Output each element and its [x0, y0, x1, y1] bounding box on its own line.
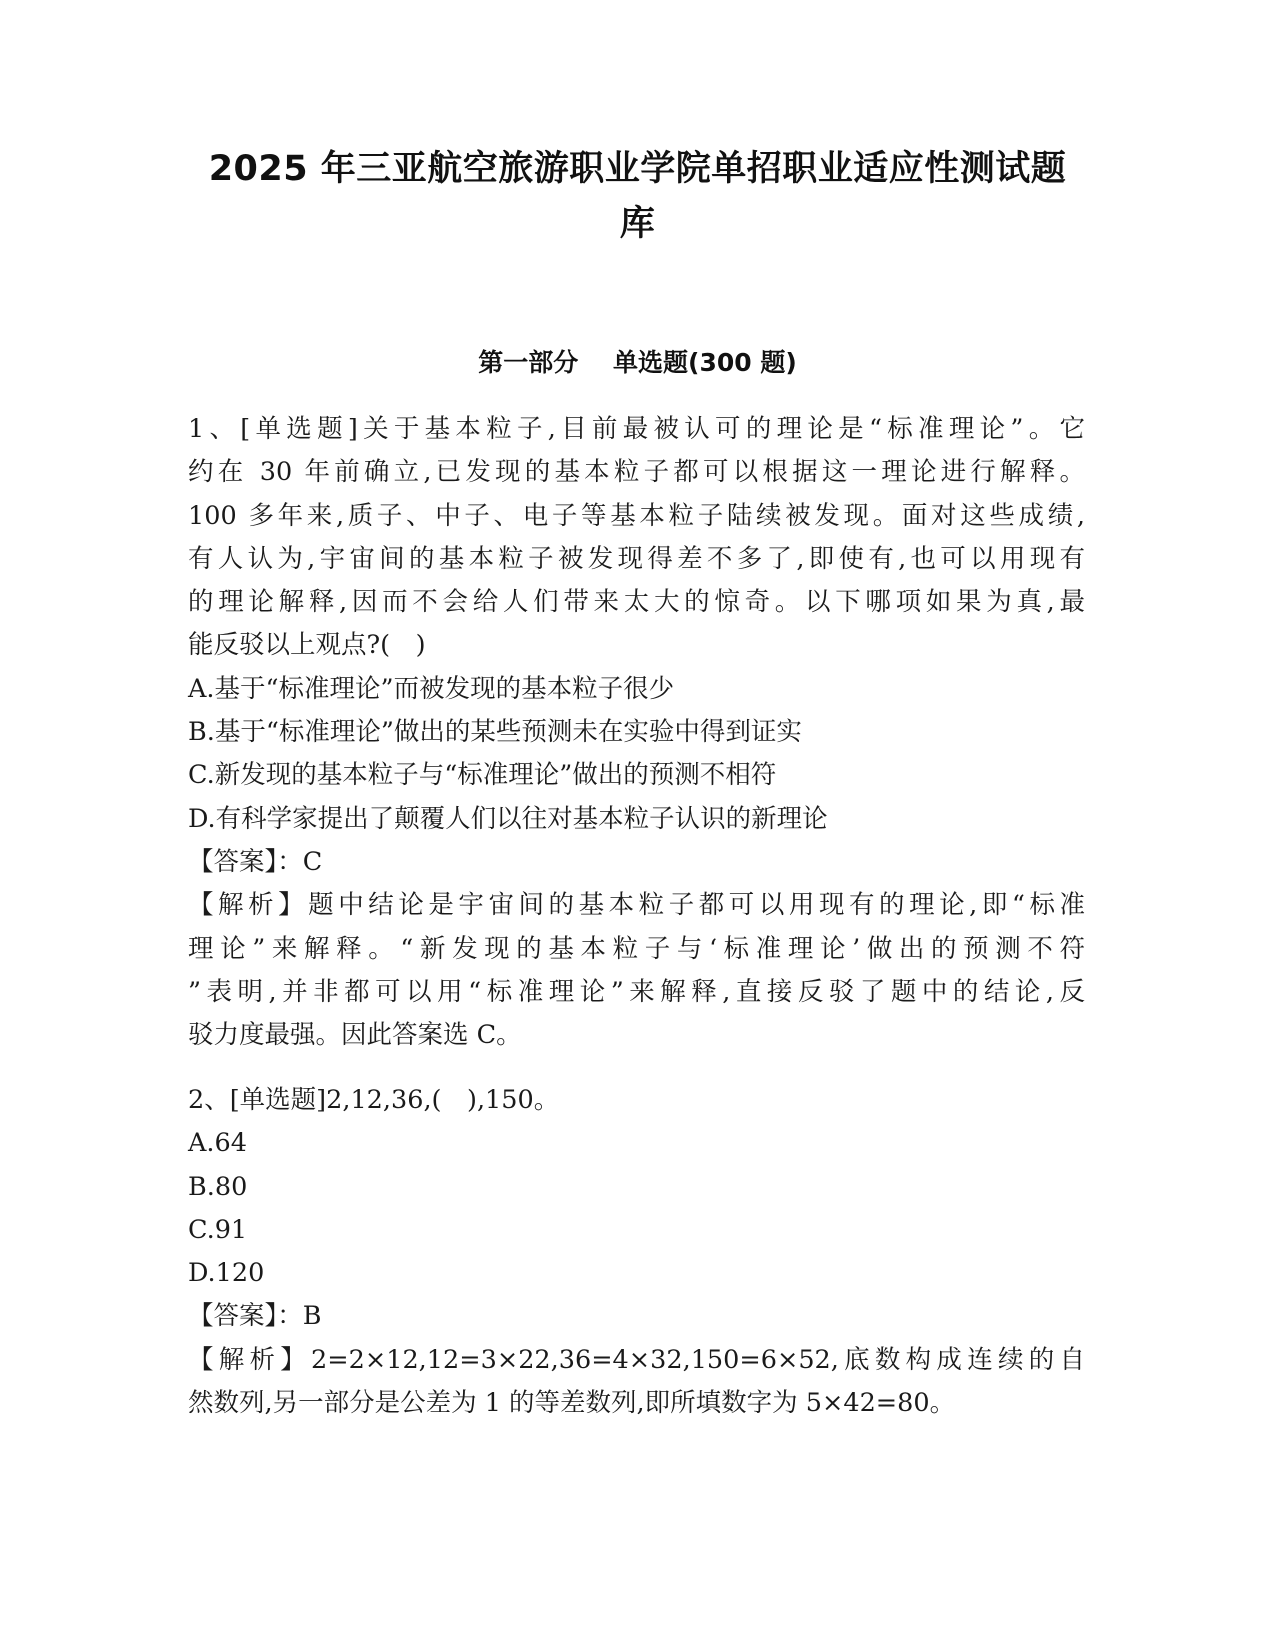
- document-title-line-1: 2025 年三亚航空旅游职业学院单招职业适应性测试题: [208, 149, 1067, 189]
- question-1-stem-line-2: 约在 30 年前确立,已发现的基本粒子都可以根据这一理论进行解释。: [188, 457, 1085, 488]
- question-1-option-b: B.基于“标准理论”做出的某些预测未在实验中得到证实: [188, 717, 802, 748]
- question-2-option-c: C.91: [188, 1214, 248, 1245]
- document-title: [190, 142, 1085, 252]
- question-1-stem-line-3: 100 多年来,质子、中子、电子等基本粒子陆续被发现。面对这些成绩,: [188, 500, 1085, 531]
- question-2-option-d: D.120: [188, 1258, 265, 1289]
- question-2-option-b: B.80: [188, 1171, 248, 1202]
- question-1-stem-line-6: 能反驳以上观点?( ): [188, 630, 426, 661]
- question-1: [188, 408, 1085, 1057]
- question-1-stem-line-4: 有人认为,宇宙间的基本粒子被发现得差不多了,即使有,也可以用现有: [188, 543, 1085, 574]
- question-1-stem-line-1: 1、[单选题]关于基本粒子,目前最被认可的理论是“标准理论”。它: [188, 414, 1085, 444]
- question-2: [188, 1079, 1085, 1425]
- question-1-answer: 【答案】：C: [188, 846, 323, 877]
- document-title-line-2: 库: [619, 204, 656, 244]
- question-1-analysis-line-4: 驳力度最强。因此答案选 C。: [188, 1020, 522, 1051]
- section-heading: 第一部分 单选题(300 题): [478, 348, 797, 377]
- question-2-stem-line-1: 2、[单选题]2,12,36,( ),150。: [188, 1085, 560, 1115]
- question-1-analysis-line-2: 理论”来解释。“新发现的基本粒子与‘标准理论’做出的预测不符: [188, 933, 1085, 964]
- question-1-option-d: D.有科学家提出了颠覆人们以往对基本粒子认识的新理论: [188, 803, 828, 834]
- question-2-answer: 【答案】：B: [188, 1301, 322, 1332]
- question-2-analysis-line-2: 然数列,另一部分是公差为 1 的等差数列,即所填数字为 5×42=80。: [188, 1388, 956, 1419]
- question-1-option-c: C.新发现的基本粒子与“标准理论”做出的预测不相符: [188, 760, 777, 791]
- question-2-option-a: A.64: [188, 1128, 247, 1159]
- question-1-option-a: A.基于“标准理论”而被发现的基本粒子很少: [188, 673, 675, 704]
- question-1-analysis-line-3: ”表明,并非都可以用“标准理论”来解释,直接反驳了题中的结论,反: [188, 976, 1085, 1007]
- question-2-analysis-line-1: 【解析】2=2×12,12=3×22,36=4×32,150=6×52,底数构成连续的自: [188, 1344, 1085, 1375]
- question-1-stem-line-5: 的理论解释,因而不会给人们带来太大的惊奇。以下哪项如果为真,最: [188, 587, 1085, 618]
- question-1-analysis-line-1: 【解析】题中结论是宇宙间的基本粒子都可以用现有的理论,即“标准: [188, 890, 1085, 921]
